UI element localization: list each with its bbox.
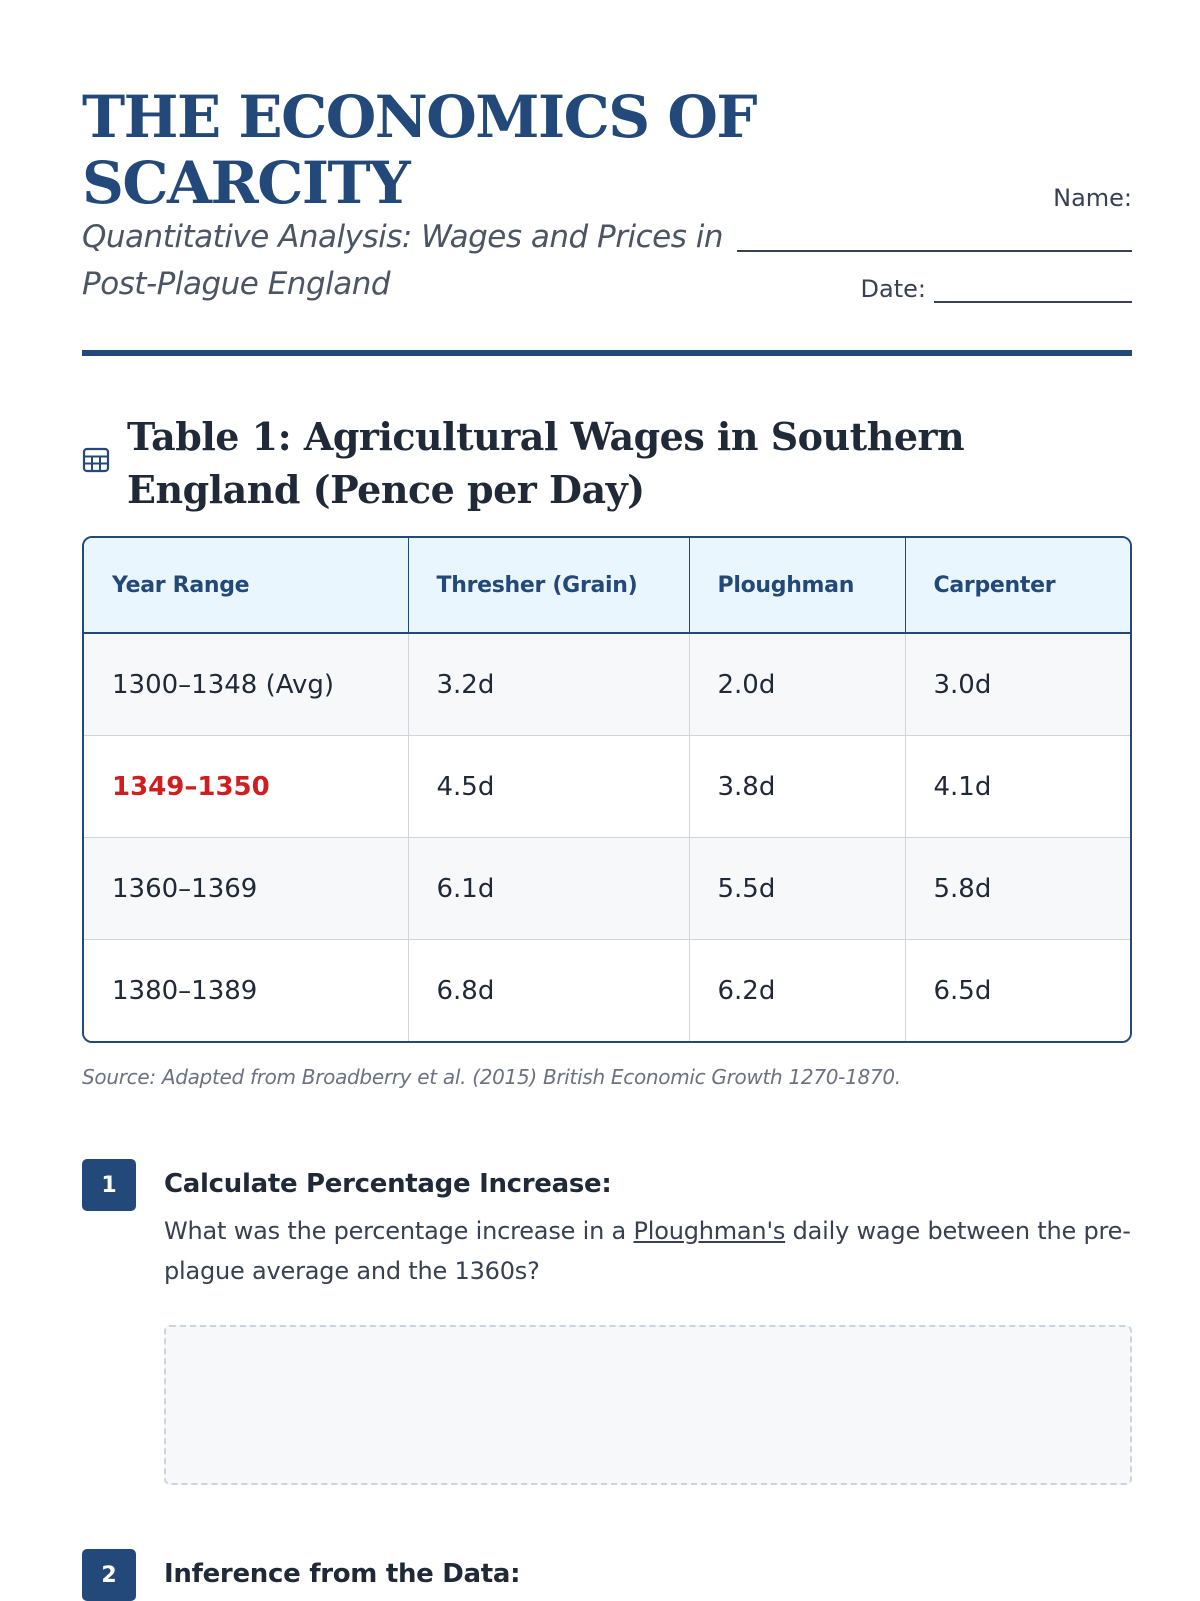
table-row — [84, 940, 1130, 1042]
table-cell: 1380–1389 — [84, 940, 408, 1042]
table-cell: 6.8d — [408, 940, 689, 1042]
table-cell: 3.8d — [689, 736, 905, 838]
table-cell: 2.0d — [689, 633, 905, 736]
table-cell: 6.5d — [905, 940, 1130, 1042]
table-cell: 3.0d — [905, 633, 1130, 736]
header-divider — [82, 350, 1132, 356]
date-row — [861, 275, 1132, 303]
question-1 — [82, 1159, 1132, 1485]
worksheet-page — [82, 80, 1132, 1589]
table-source: Source: Adapted from Broadberry et al. (2015) British Economic Growth 1270-1870. — [82, 1065, 901, 1089]
table-header-row — [84, 538, 1130, 633]
table-cell-highlighted: 1349–1350 — [84, 736, 408, 838]
table-cell: 6.2d — [689, 940, 905, 1042]
table-cell: 5.5d — [689, 838, 905, 940]
table-row — [84, 633, 1130, 736]
table-row — [84, 838, 1130, 940]
question-2 — [82, 1549, 1132, 1589]
question-text-part: What was the percentage increase in a — [164, 1217, 634, 1245]
table-cell: 5.8d — [905, 838, 1130, 940]
answer-box[interactable] — [164, 1325, 1132, 1485]
wages-table — [82, 536, 1132, 1043]
date-field[interactable] — [934, 279, 1132, 303]
worksheet-header — [82, 80, 1132, 360]
table-icon — [82, 446, 110, 474]
question-text-underlined: Ploughman's — [633, 1217, 786, 1245]
table-cell: 1360–1369 — [84, 838, 408, 940]
table-cell: 6.1d — [408, 838, 689, 940]
page-title: THE ECONOMICS OF SCARCITY — [82, 83, 757, 217]
column-header: Year Range — [84, 538, 408, 633]
table-row — [84, 736, 1130, 838]
page-subtitle: Quantitative Analysis: Wages and Prices in Post-Plague England — [82, 219, 723, 302]
table-cell: 3.2d — [408, 633, 689, 736]
question-title: Calculate Percentage Increase: — [164, 1169, 612, 1199]
table-cell: 1300–1348 (Avg) — [84, 633, 408, 736]
column-header: Ploughman — [689, 538, 905, 633]
table-heading — [82, 410, 1132, 516]
table-cell: 4.1d — [905, 736, 1130, 838]
table-cell: 4.5d — [408, 736, 689, 838]
question-title: Inference from the Data: — [164, 1559, 521, 1589]
table-title: Table 1: Agricultural Wages in Southern England (Pence per Day) — [127, 414, 965, 512]
name-field[interactable] — [737, 250, 1132, 252]
question-number-badge: 1 — [82, 1159, 136, 1211]
name-label: Name: — [1053, 184, 1132, 212]
question-text — [164, 1211, 1132, 1291]
date-label: Date: — [860, 275, 926, 303]
column-header: Thresher (Grain) — [408, 538, 689, 633]
column-header: Carpenter — [905, 538, 1130, 633]
question-number-badge: 2 — [82, 1549, 136, 1601]
question-text-part: daily wage between the pre-plague average and the 1360s? — [164, 1217, 1131, 1285]
